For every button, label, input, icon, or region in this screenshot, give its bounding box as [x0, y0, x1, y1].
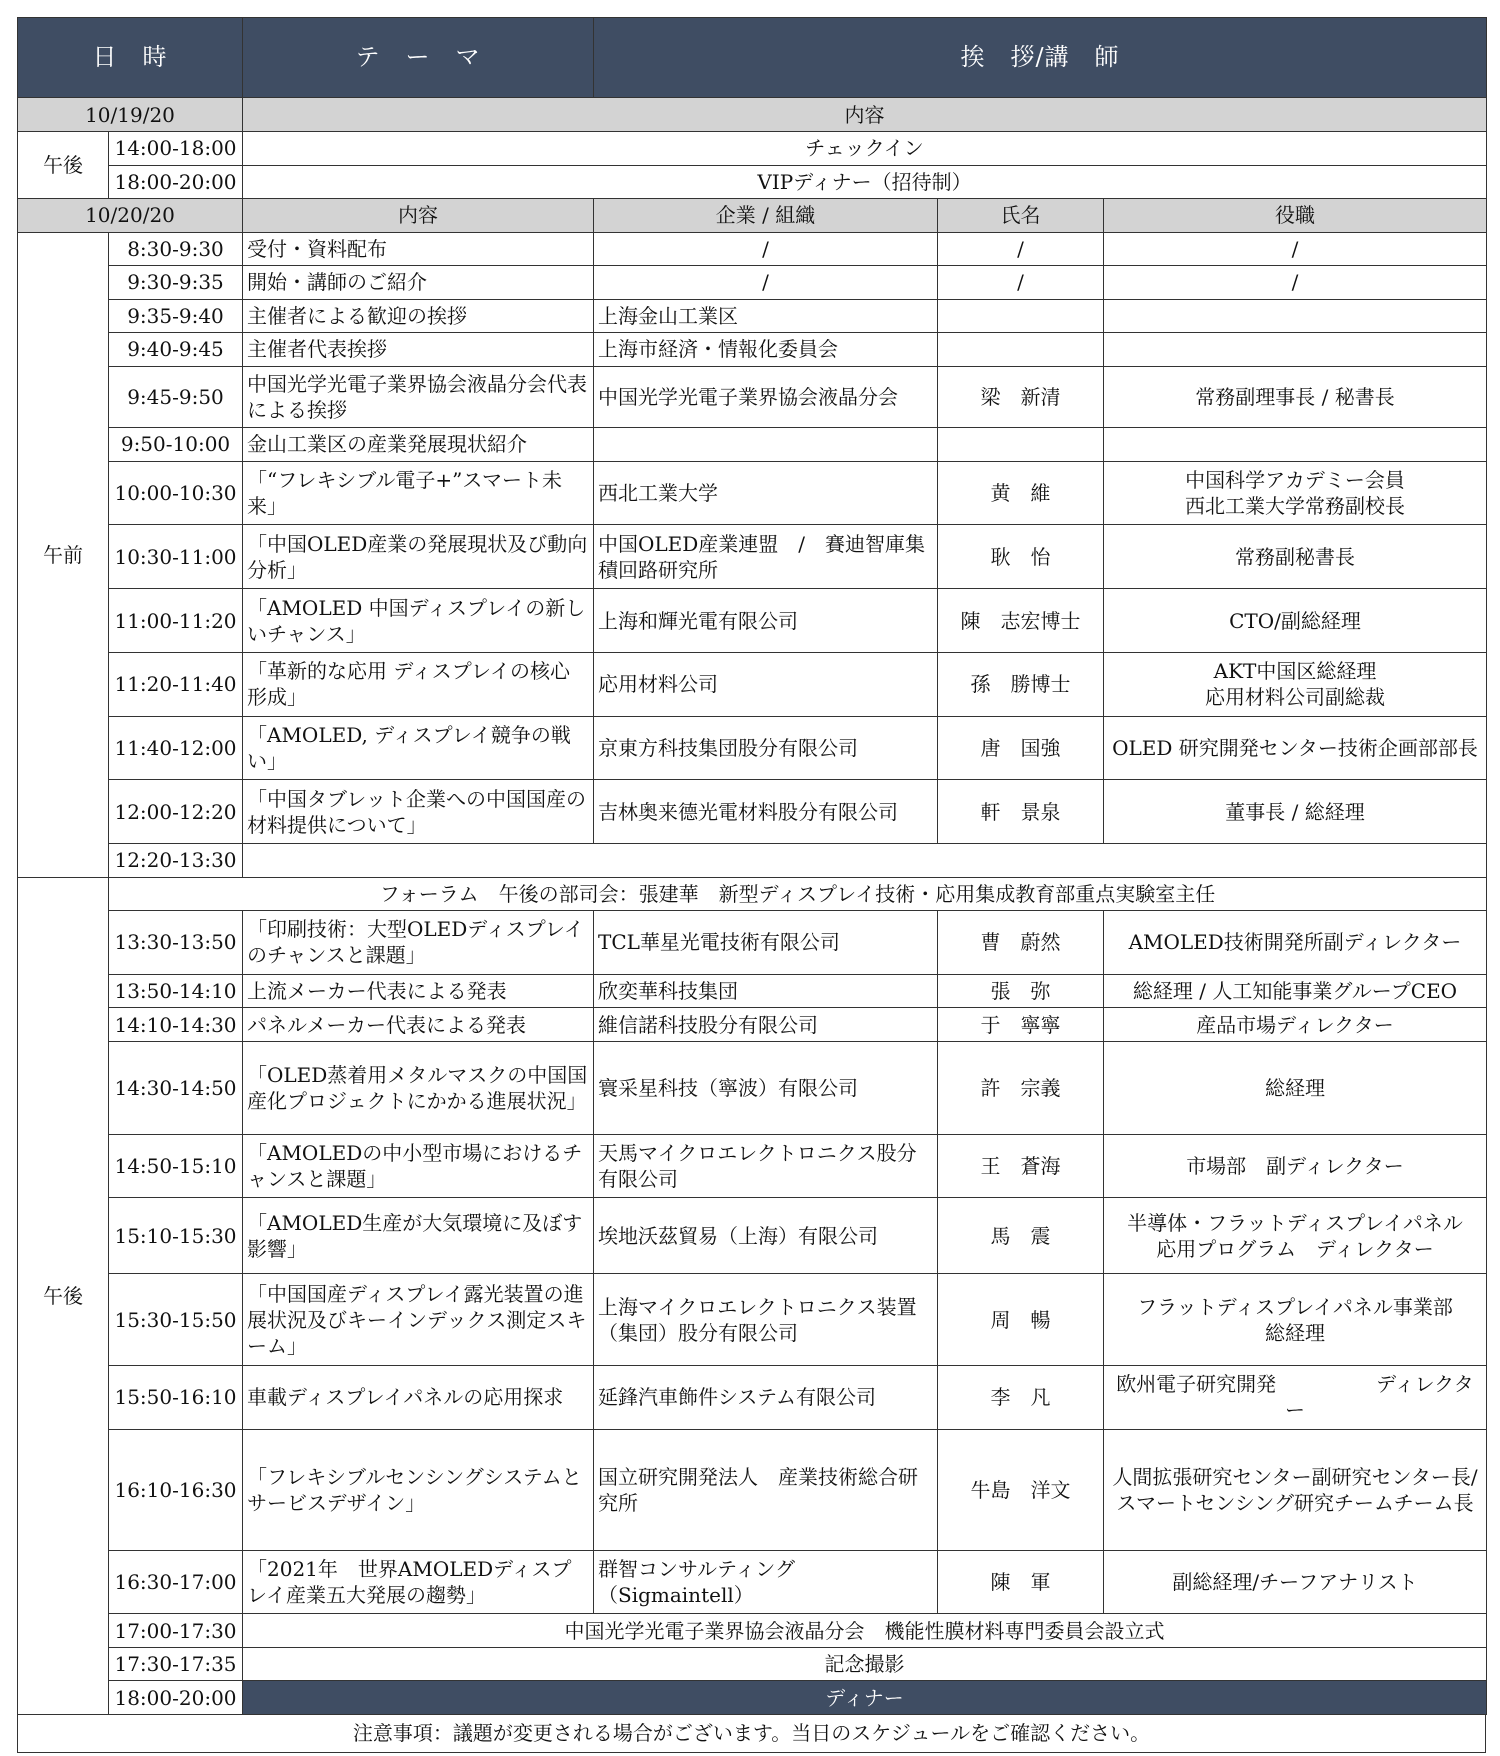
session-row [18, 1134, 1487, 1198]
time-cell: 18:00-20:00 [109, 1681, 243, 1715]
time-cell: 12:20-13:30 [109, 844, 243, 878]
org-cell: 吉林奥来德光電材料股分有限公司 [594, 780, 938, 844]
title-cell: 董事長 / 総経理 [1104, 780, 1487, 844]
session-row [18, 428, 1487, 462]
name-cell [938, 333, 1104, 367]
col-org: 企業 / 組織 [594, 199, 938, 233]
org-cell: 上海金山工業区 [594, 299, 938, 333]
title-cell [1104, 333, 1487, 367]
forum-banner: フォーラム 午後の部司会：張建華 新型ディスプレイ技術・応用集成教育部重点実験室主任 [109, 877, 1487, 911]
name-cell: 陳 軍 [938, 1550, 1104, 1614]
org-cell: 延鋒汽車飾件システム有限公司 [594, 1366, 938, 1430]
time-cell: 13:30-13:50 [109, 911, 243, 975]
org-cell: 上海市経済・情報化委員会 [594, 333, 938, 367]
col-name: 氏名 [938, 199, 1104, 233]
org-cell: 応用材料公司 [594, 652, 938, 716]
footer-note: 注意事項：議題が変更される場合がございます。当日のスケジュールをご確認ください。 [17, 1715, 1486, 1753]
time-cell: 10:30-11:00 [109, 525, 243, 589]
name-cell: 耿 怡 [938, 525, 1104, 589]
org-cell: 国立研究開発法人 産業技術総合研究所 [594, 1429, 938, 1550]
org-cell: 上海マイクロエレクトロニクス装置（集団）股分有限公司 [594, 1274, 938, 1366]
morning-period-label: 午前 [18, 232, 109, 877]
name-cell: 周 暢 [938, 1274, 1104, 1366]
content-cell: 主催者による歓迎の挨拶 [243, 299, 594, 333]
org-cell: TCL華星光電技術有限公司 [594, 911, 938, 975]
content-cell: 上流メーカー代表による発表 [243, 974, 594, 1008]
session-row [18, 299, 1487, 333]
session-row [18, 1041, 1487, 1134]
session-row [18, 333, 1487, 367]
name-cell: 張 弥 [938, 974, 1104, 1008]
forum-banner-row [18, 877, 1487, 911]
time-cell: 11:00-11:20 [109, 589, 243, 653]
time-cell: 12:00-12:20 [109, 780, 243, 844]
day1-content-label: 内容 [243, 98, 1487, 132]
day1-date: 10/19/20 [18, 98, 243, 132]
title-cell: 欧州電子研究開発 ディレクター [1104, 1366, 1487, 1430]
org-cell: 中国光学光電子業界協会液晶分会 [594, 366, 938, 427]
time-cell: 17:30-17:35 [109, 1647, 243, 1681]
org-cell: / [594, 266, 938, 300]
session-row [18, 232, 1487, 266]
content-cell: 受付・資料配布 [243, 232, 594, 266]
time-cell: 16:10-16:30 [109, 1429, 243, 1550]
time-cell: 11:20-11:40 [109, 652, 243, 716]
content-cell: 「2021年 世界AMOLEDディスプレイ産業五大発展の趨勢」 [243, 1550, 594, 1614]
session-row [18, 525, 1487, 589]
title-cell: / [1104, 266, 1487, 300]
schedule-table [17, 17, 1487, 1715]
content-cell: 「AMOLED, ディスプレイ競争の戦い」 [243, 716, 594, 780]
time-cell: 9:50-10:00 [109, 428, 243, 462]
title-cell: フラットディスプレイパネル事業部 総経理 [1104, 1274, 1487, 1366]
session-row [18, 911, 1487, 975]
session-row [18, 1366, 1487, 1430]
name-cell: 黄 維 [938, 461, 1104, 525]
day1-header-row [18, 98, 1487, 132]
time-cell: 14:50-15:10 [109, 1134, 243, 1198]
content-cell: 車載ディスプレイパネルの応用探求 [243, 1366, 594, 1430]
time-cell: 13:50-14:10 [109, 974, 243, 1008]
title-cell: 市場部 副ディレクター [1104, 1134, 1487, 1198]
day1-row [18, 132, 1487, 166]
time-cell: 14:00-18:00 [109, 132, 243, 166]
title-cell: CTO/副総経理 [1104, 589, 1487, 653]
content-cell: 「AMOLED 中国ディスプレイの新しいチャンス」 [243, 589, 594, 653]
session-row [18, 461, 1487, 525]
content-cell: 中国光学光電子業界協会液晶分会代表による挨拶 [243, 366, 594, 427]
time-cell: 14:10-14:30 [109, 1008, 243, 1042]
content-cell: 開始・講師のご紹介 [243, 266, 594, 300]
closing-row [18, 1681, 1487, 1715]
title-cell: OLED 研究開発センター技術企画部部長 [1104, 716, 1487, 780]
header-row [18, 18, 1487, 98]
header-theme: テ ー マ [243, 18, 594, 98]
title-cell: / [1104, 232, 1487, 266]
name-cell: / [938, 232, 1104, 266]
day1-period-label: 午後 [18, 132, 109, 199]
name-cell: 曹 蔚然 [938, 911, 1104, 975]
content-cell: 記念撮影 [243, 1647, 1487, 1681]
name-cell: 牛島 洋文 [938, 1429, 1104, 1550]
org-cell: 欣奕華科技集団 [594, 974, 938, 1008]
content-cell: VIPディナー（招待制） [243, 165, 1487, 199]
content-cell: 「革新的な応用 ディスプレイの核心形成」 [243, 652, 594, 716]
name-cell: 軒 景泉 [938, 780, 1104, 844]
title-cell: 産品市場ディレクター [1104, 1008, 1487, 1042]
session-row [18, 1429, 1487, 1550]
org-cell: 京東方科技集団股分有限公司 [594, 716, 938, 780]
title-cell: 総経理 / 人工知能事業グループCEO [1104, 974, 1487, 1008]
time-cell: 11:40-12:00 [109, 716, 243, 780]
session-row [18, 1550, 1487, 1614]
content-cell: チェックイン [243, 132, 1487, 166]
content-cell: 金山工業区の産業発展現状紹介 [243, 428, 594, 462]
title-cell: 中国科学アカデミー会員 西北工業大学常務副校長 [1104, 461, 1487, 525]
name-cell: 于 寧寧 [938, 1008, 1104, 1042]
col-title: 役職 [1104, 199, 1487, 233]
content-cell: 「中国OLED産業の発展現状及び動向分析」 [243, 525, 594, 589]
title-cell [1104, 299, 1487, 333]
title-cell: 常務副理事長 / 秘書長 [1104, 366, 1487, 427]
time-cell: 9:35-9:40 [109, 299, 243, 333]
time-cell: 9:30-9:35 [109, 266, 243, 300]
content-cell: 「フレキシブルセンシングシステムとサービスデザイン」 [243, 1429, 594, 1550]
org-cell: 群智コンサルティング （Sigmaintell） [594, 1550, 938, 1614]
title-cell: AMOLED技術開発所副ディレクター [1104, 911, 1487, 975]
name-cell: 王 蒼海 [938, 1134, 1104, 1198]
time-cell: 18:00-20:00 [109, 165, 243, 199]
content-cell: 「中国タブレット企業への中国国産の材料提供について」 [243, 780, 594, 844]
session-row [18, 1274, 1487, 1366]
name-cell: 唐 国強 [938, 716, 1104, 780]
time-cell: 17:00-17:30 [109, 1614, 243, 1648]
content-cell: 「印刷技術：大型OLEDディスプレイのチャンスと課題」 [243, 911, 594, 975]
lunch-cell [243, 844, 1487, 878]
content-cell: 「中国国産ディスプレイ露光装置の進展状況及びキーインデックス測定スキーム」 [243, 1274, 594, 1366]
content-cell: 中国光学光電子業界協会液晶分会 機能性膜材料専門委員会設立式 [243, 1614, 1487, 1648]
header-speaker: 挨 拶/講 師 [594, 18, 1487, 98]
header-date: 日 時 [18, 18, 243, 98]
time-cell: 16:30-17:00 [109, 1550, 243, 1614]
session-row [18, 589, 1487, 653]
name-cell: / [938, 266, 1104, 300]
time-cell: 9:40-9:45 [109, 333, 243, 367]
org-cell: 中国OLED産業連盟 / 賽迪智庫集積回路研究所 [594, 525, 938, 589]
org-cell: 上海和輝光電有限公司 [594, 589, 938, 653]
name-cell [938, 428, 1104, 462]
session-row [18, 716, 1487, 780]
title-cell: 総経理 [1104, 1041, 1487, 1134]
content-cell: パネルメーカー代表による発表 [243, 1008, 594, 1042]
time-cell: 9:45-9:50 [109, 366, 243, 427]
name-cell: 許 宗義 [938, 1041, 1104, 1134]
title-cell: AKT中国区総経理 応用材料公司副総裁 [1104, 652, 1487, 716]
title-cell: 人間拡張研究センター副研究センター長/スマートセンシング研究チームチーム長 [1104, 1429, 1487, 1550]
name-cell [938, 299, 1104, 333]
name-cell: 梁 新清 [938, 366, 1104, 427]
session-row [18, 366, 1487, 427]
org-cell [594, 428, 938, 462]
name-cell: 陳 志宏博士 [938, 589, 1104, 653]
session-row [18, 974, 1487, 1008]
time-cell: 15:50-16:10 [109, 1366, 243, 1430]
org-cell: 西北工業大学 [594, 461, 938, 525]
time-cell: 15:30-15:50 [109, 1274, 243, 1366]
session-row [18, 266, 1487, 300]
content-cell: 主催者代表挨拶 [243, 333, 594, 367]
name-cell: 李 凡 [938, 1366, 1104, 1430]
content-cell: 「AMOLEDの中小型市場におけるチャンスと課題」 [243, 1134, 594, 1198]
time-cell: 10:00-10:30 [109, 461, 243, 525]
closing-row [18, 1614, 1487, 1648]
org-cell: / [594, 232, 938, 266]
session-row [18, 1008, 1487, 1042]
closing-row [18, 1647, 1487, 1681]
name-cell: 孫 勝博士 [938, 652, 1104, 716]
dinner-banner: ディナー [243, 1681, 1487, 1715]
title-cell: 常務副秘書長 [1104, 525, 1487, 589]
time-cell: 15:10-15:30 [109, 1198, 243, 1274]
org-cell: 天馬マイクロエレクトロニクス股分有限公司 [594, 1134, 938, 1198]
org-cell: 埃地沃茲貿易（上海）有限公司 [594, 1198, 938, 1274]
session-row [18, 1198, 1487, 1274]
session-row [18, 652, 1487, 716]
day2-date: 10/20/20 [18, 199, 243, 233]
content-cell: 「OLED蒸着用メタルマスクの中国国産化プロジェクトにかかる進展状況」 [243, 1041, 594, 1134]
title-cell: 半導体・フラットディスプレイパネル 応用プログラム ディレクター [1104, 1198, 1487, 1274]
col-content: 内容 [243, 199, 594, 233]
content-cell: 「“フレキシブル電子+”スマート未来」 [243, 461, 594, 525]
session-row [18, 844, 1487, 878]
day1-row [18, 165, 1487, 199]
time-cell: 14:30-14:50 [109, 1041, 243, 1134]
content-cell: 「AMOLED生産が大気環境に及ぼす影響」 [243, 1198, 594, 1274]
session-row [18, 780, 1487, 844]
title-cell: 副総経理/チーフアナリスト [1104, 1550, 1487, 1614]
title-cell [1104, 428, 1487, 462]
day2-header-row [18, 199, 1487, 233]
org-cell: 寰采星科技（寧波）有限公司 [594, 1041, 938, 1134]
org-cell: 維信諾科技股分有限公司 [594, 1008, 938, 1042]
time-cell: 8:30-9:30 [109, 232, 243, 266]
name-cell: 馬 震 [938, 1198, 1104, 1274]
afternoon-period-label: 午後 [18, 877, 109, 1714]
